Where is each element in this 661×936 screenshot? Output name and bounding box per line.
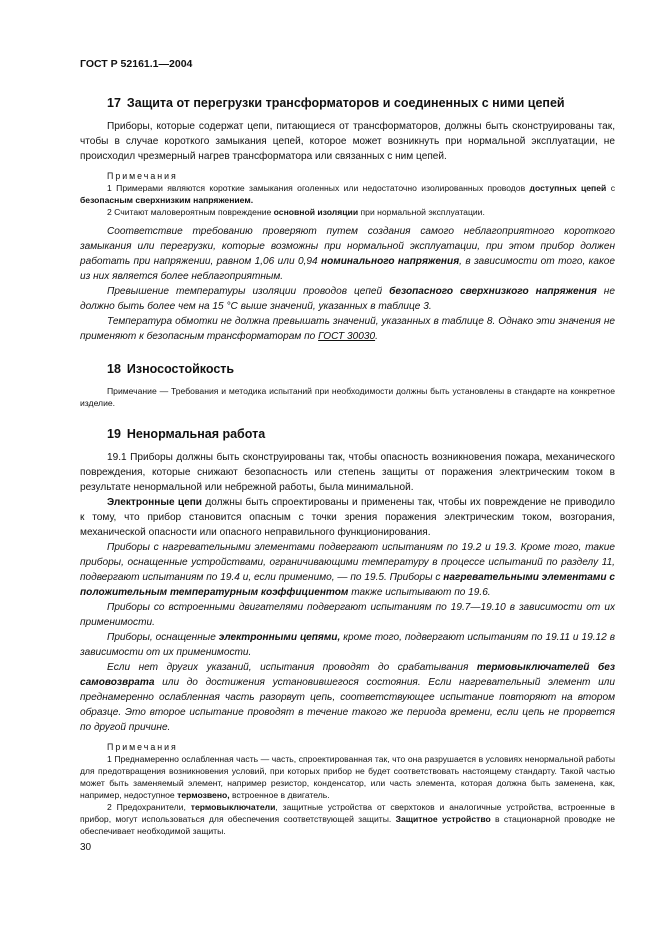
text-run: также испытывают по 19.6.: [348, 587, 491, 598]
text-run: должны быть спроектированы и применены так, чтобы их повреждение не приводило к тому, что прибор становится опасным с точки зрения поражения электрическим током, возгорания, механической опасности или опасного неправильного функционирования.: [80, 497, 615, 538]
term-bold: нагревательными элементами с положительным температурным коэффициентом: [80, 572, 615, 598]
term-bold: безопасного сверхнизкого напряжения: [389, 286, 597, 297]
section-number: 19: [107, 427, 121, 441]
section-title: Износостойкость: [126, 362, 235, 376]
section-title: Ненормальная работа: [126, 427, 266, 441]
text-run: Соответствие требованию проверяют путем создания самого неблагоприятного короткого замыкания или перегрузки, которые возможны при нормальной эксплуатации, при этом прибор должен работать при напряжении, равном 1,06 или 0,94: [80, 226, 615, 267]
term-bold: доступных цепей: [529, 183, 607, 193]
note-2: [80, 801, 615, 837]
section-19-title: [107, 427, 615, 441]
paragraph: [80, 630, 615, 660]
term-bold: термовыключателей без самовозврата: [80, 662, 615, 688]
term-bold: Электронные цепи: [107, 497, 203, 508]
text-run: 2 Считают маловероятным повреждение: [107, 207, 274, 217]
text-run: 2 Предохранители,: [107, 802, 191, 812]
compliance-paragraph: [80, 224, 615, 284]
text-run: 1 Примерами являются короткие замыкания оголенных или недостаточно изолированных проводов: [107, 183, 530, 193]
document-page: [80, 58, 615, 837]
paragraph: Приборы со встроенными двигателями подвергают испытаниям по 19.7—19.10 в зависимости от их применимости.: [80, 602, 615, 628]
term-bold: термозвено,: [177, 790, 230, 800]
text-run: при нормальной эксплуатации.: [358, 207, 485, 217]
text-run: в стационарной проводке не обеспечивает необходимой защиты.: [80, 814, 615, 836]
note: Примечание — Требования и методика испытаний при необходимости должны быть установлены в стандарте на конкретное изделие.: [80, 386, 615, 408]
section-title: Защита от перегрузки трансформаторов и соединенных с ними цепей: [126, 96, 565, 110]
text-run: 1 Преднамеренно ослабленная часть — часть, спроектированная так, что она разрушается в условиях ненормальной работы для предотвращения возникновения условий, при которых прибор не будет соответствовать настоящему стандарту. Такой частью может быть заменяемый элемент, например резистор, конденсатор, или часть элемента, которая должна быть заменена, как, например, недоступное: [80, 754, 615, 800]
section-17-title: [107, 96, 615, 110]
term-bold: Защитное устройство: [395, 814, 491, 824]
term-bold: электронными цепями,: [218, 632, 341, 643]
text-run: не должно быть более чем на 15 °С выше значений, указанных в таблице 3.: [80, 286, 615, 312]
compliance-paragraph: [80, 314, 615, 344]
paragraph: [80, 540, 615, 600]
text-run: или до достижения установившегося состояния. Если нагревательный элемент или преднамеренно ослабленная часть разорвут цепь, соответствующее испытание повторяют на втором образце. Это второе испытание проводят в течение такого же периода времени, если цепь не прорвется по другой причине.: [80, 677, 615, 733]
section-number: 18: [107, 362, 121, 376]
section-number: 17: [107, 96, 121, 110]
paragraph: [80, 495, 615, 540]
term-bold: основной изоляции: [273, 207, 359, 217]
paragraph: Приборы, которые содержат цепи, питающиеся от трансформаторов, должны быть сконструированы так, чтобы в случае короткого замыкания цепей, которое может возникнуть при нормальной эксплуатации, не происходил чрезмерный нагрев трансформатора или связанных с ним цепей.: [80, 121, 615, 162]
text-run: Температура обмотки не должна превышать значений, указанных в таблице 8. Однако эти значения не применяют к безопасным трансформаторам по: [80, 316, 615, 342]
note-1: [80, 182, 615, 206]
note-2: [80, 206, 615, 218]
standard-link[interactable]: ГОСТ 30030: [318, 331, 376, 342]
section-18-title: [107, 362, 615, 376]
text-run: встроенное в двигатель.: [229, 790, 330, 800]
text-run: Превышение температуры изоляции проводов цепей: [107, 286, 390, 297]
term-bold: термовыключатели: [190, 802, 276, 812]
text-run: с: [606, 183, 615, 193]
paragraph: [80, 660, 615, 735]
term-bold: безопасным сверхнизким напряжением.: [80, 195, 254, 205]
text-run: Приборы с нагревательными элементами подвергают испытаниям по 19.2 и 19.3. Кроме того, такие приборы, оснащенные устройствами, ограничивающими температуру в процессе испытаний по разделу 11, подвергают испытаниям по 19.4 и, если применимо, — по 19.5. Приборы с: [80, 542, 615, 583]
text-run: кроме того, подвергают испытаниям по 19.11 и 19.12 в зависимости от их применимости.: [80, 632, 615, 658]
notes-heading: Примечания: [107, 171, 178, 181]
text-run: .: [375, 331, 378, 342]
notes-heading: Примечания: [107, 742, 178, 752]
text-run: , защитные устройства от сверхтоков и аналогичные устройства, встроенные в прибор, могут использоваться для обеспечения соответствующей защиты.: [80, 802, 615, 824]
term-bold: номинального напряжения: [320, 256, 460, 267]
text-run: , в зависимости от того, какое из них является более неблагоприятным.: [80, 256, 616, 282]
note-1: [80, 753, 615, 801]
text-run: Если нет других указаний, испытания проводят до срабатывания: [107, 662, 477, 673]
page-number: 30: [80, 842, 92, 853]
paragraph: 19.1 Приборы должны быть сконструированы так, чтобы опасность возникновения пожара, механического повреждения, которые снижают безопасность или степень защиты от поражения электрическим током в результате ненормальной или небрежной работы, была минимальной.: [80, 452, 615, 493]
text-run: Приборы, оснащенные: [107, 632, 219, 643]
compliance-paragraph: [80, 284, 615, 314]
document-header: ГОСТ Р 52161.1—2004: [80, 58, 193, 70]
